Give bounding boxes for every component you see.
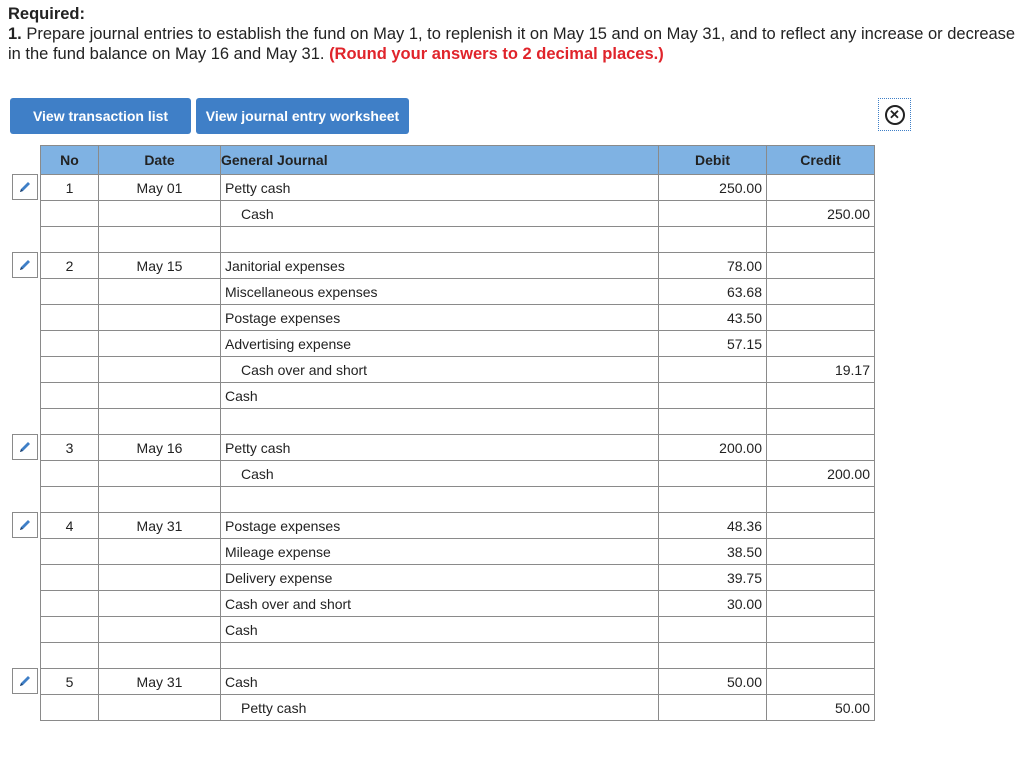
cell-account[interactable]: Postage expenses [221,305,659,331]
cell-credit[interactable] [767,669,875,695]
header-debit: Debit [659,146,767,175]
cell-debit[interactable] [659,487,767,513]
pencil-icon [18,440,32,454]
cell-account[interactable]: Petty cash [221,175,659,201]
cell-credit[interactable] [767,643,875,669]
cell-account[interactable]: Cash [221,383,659,409]
table-row [41,305,875,331]
cell-account[interactable]: Cash over and short [221,591,659,617]
rounding-warning: (Round your answers to 2 decimal places.) [329,45,664,63]
table-row [41,383,875,409]
table-row [41,643,875,669]
cell-debit[interactable]: 250.00 [659,175,767,201]
table-row [41,253,875,279]
cell-account[interactable]: Petty cash [221,695,659,721]
cell-debit[interactable] [659,227,767,253]
cell-credit[interactable] [767,565,875,591]
cell-no [41,565,99,591]
cell-date [99,227,221,253]
cell-date [99,617,221,643]
table-row [41,461,875,487]
cell-credit[interactable] [767,279,875,305]
cell-date [99,279,221,305]
cell-date: May 16 [99,435,221,461]
cell-credit[interactable]: 250.00 [767,201,875,227]
cell-no: 5 [41,669,99,695]
cell-date [99,565,221,591]
cell-debit[interactable]: 38.50 [659,539,767,565]
instruction-body: Prepare journal entries to establish the fund on May 1, to replenish it on May 15 and on May 31, and to reflect any increase or decrease in the fund balance on May 16 and May 31. [8,25,1016,63]
cell-credit[interactable] [767,539,875,565]
cell-credit[interactable] [767,487,875,513]
close-button[interactable] [878,98,911,131]
cell-debit[interactable] [659,201,767,227]
cell-debit[interactable] [659,617,767,643]
edit-entry-4-button[interactable] [12,512,38,538]
pencil-icon [18,674,32,688]
edit-entry-3-button[interactable] [12,434,38,460]
cell-account[interactable]: Cash [221,617,659,643]
cell-no [41,201,99,227]
cell-credit[interactable] [767,305,875,331]
cell-no [41,409,99,435]
cell-debit[interactable]: 63.68 [659,279,767,305]
cell-date [99,201,221,227]
table-row [41,409,875,435]
cell-debit[interactable] [659,643,767,669]
table-row [41,357,875,383]
cell-debit[interactable]: 78.00 [659,253,767,279]
cell-credit[interactable] [767,617,875,643]
cell-no [41,305,99,331]
cell-account[interactable]: Cash [221,461,659,487]
table-row [41,175,875,201]
cell-account[interactable]: Petty cash [221,435,659,461]
table-row [41,669,875,695]
cell-debit[interactable]: 57.15 [659,331,767,357]
cell-credit[interactable] [767,175,875,201]
cell-no [41,643,99,669]
table-header-row [41,146,875,175]
cell-credit[interactable] [767,331,875,357]
cell-credit[interactable] [767,513,875,539]
cell-no [41,331,99,357]
view-journal-entry-worksheet-button[interactable]: View journal entry worksheet [196,98,409,134]
edit-entry-2-button[interactable] [12,252,38,278]
table-row [41,487,875,513]
cell-no [41,383,99,409]
cell-account[interactable]: Miscellaneous expenses [221,279,659,305]
cell-credit[interactable]: 50.00 [767,695,875,721]
cell-account[interactable]: Janitorial expenses [221,253,659,279]
cell-credit[interactable] [767,409,875,435]
table-row [41,513,875,539]
header-general-journal: General Journal [221,146,659,175]
cell-debit[interactable]: 39.75 [659,565,767,591]
cell-no [41,591,99,617]
cell-date: May 01 [99,175,221,201]
cell-debit[interactable]: 30.00 [659,591,767,617]
cell-no: 1 [41,175,99,201]
header-no: No [41,146,99,175]
cell-no: 4 [41,513,99,539]
cell-no [41,487,99,513]
cell-no [41,617,99,643]
cell-no [41,227,99,253]
table-row [41,565,875,591]
cell-credit[interactable]: 200.00 [767,461,875,487]
cell-account[interactable] [221,643,659,669]
table-row [41,279,875,305]
cell-account[interactable] [221,409,659,435]
pencil-icon [18,258,32,272]
cell-debit[interactable] [659,409,767,435]
cell-account[interactable]: Advertising expense [221,331,659,357]
required-heading: Required: [8,5,86,23]
cell-debit[interactable]: 200.00 [659,435,767,461]
cell-credit[interactable] [767,591,875,617]
instruction-number: 1. [8,25,22,43]
cell-debit[interactable]: 50.00 [659,669,767,695]
cell-account[interactable] [221,487,659,513]
instruction-text [8,24,1018,64]
cell-credit[interactable] [767,435,875,461]
cell-account[interactable]: Cash [221,201,659,227]
cell-debit[interactable] [659,461,767,487]
cell-date [99,487,221,513]
cell-credit[interactable]: 19.17 [767,357,875,383]
instructions [8,4,1018,64]
table-row [41,617,875,643]
table-row [41,591,875,617]
cell-date [99,695,221,721]
table-row [41,201,875,227]
cell-account[interactable] [221,227,659,253]
cell-credit[interactable] [767,253,875,279]
cell-date: May 15 [99,253,221,279]
cell-date [99,461,221,487]
cell-date [99,305,221,331]
table-row [41,435,875,461]
cell-date [99,357,221,383]
cell-no: 2 [41,253,99,279]
cell-debit[interactable]: 48.36 [659,513,767,539]
cell-debit[interactable] [659,695,767,721]
cell-no [41,357,99,383]
edit-entry-1-button[interactable] [12,174,38,200]
cell-credit[interactable] [767,227,875,253]
cell-account[interactable]: Cash over and short [221,357,659,383]
cell-date: May 31 [99,513,221,539]
cell-credit[interactable] [767,383,875,409]
pencil-icon [18,518,32,532]
general-journal-table [40,145,875,721]
pencil-icon [18,180,32,194]
cell-no [41,695,99,721]
cell-no [41,279,99,305]
cell-date [99,539,221,565]
cell-debit[interactable] [659,357,767,383]
cell-account[interactable]: Postage expenses [221,513,659,539]
table-row [41,331,875,357]
cell-account[interactable]: Delivery expense [221,565,659,591]
edit-entry-5-button[interactable] [12,668,38,694]
cell-date [99,331,221,357]
cell-account[interactable]: Cash [221,669,659,695]
cell-no [41,539,99,565]
cell-debit[interactable]: 43.50 [659,305,767,331]
cell-no: 3 [41,435,99,461]
table-row [41,539,875,565]
cell-date [99,643,221,669]
table-row [41,227,875,253]
header-date: Date [99,146,221,175]
cell-account[interactable]: Mileage expense [221,539,659,565]
table-row [41,695,875,721]
view-transaction-list-button[interactable]: View transaction list [10,98,191,134]
cell-date [99,409,221,435]
cell-date [99,591,221,617]
cell-no [41,461,99,487]
cell-date [99,383,221,409]
cell-date: May 31 [99,669,221,695]
header-credit: Credit [767,146,875,175]
close-circle-icon: ✕ [885,105,905,125]
cell-debit[interactable] [659,383,767,409]
